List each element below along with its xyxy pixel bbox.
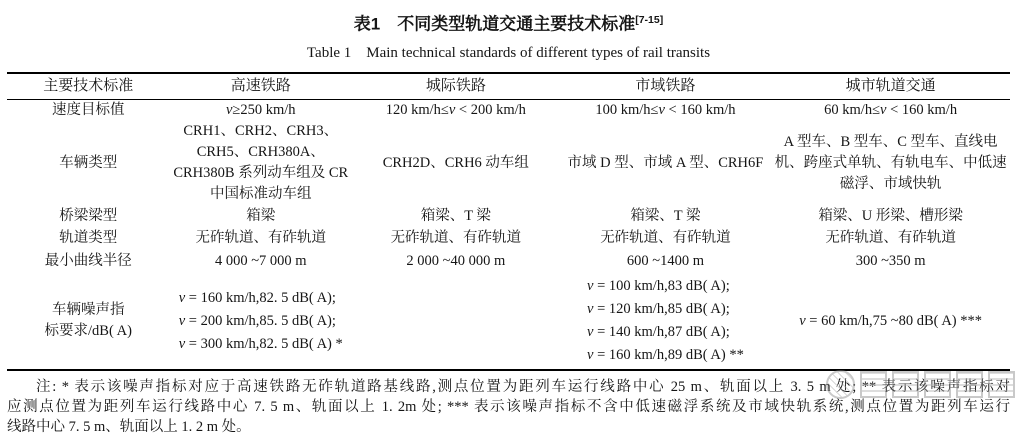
row-label-min-curve-radius: 最小曲线半径 (44, 252, 132, 269)
row-vehicle-noise (7, 273, 1010, 370)
header-suburban-rail: 市域铁路 (560, 73, 772, 100)
noise-line: v = 60 km/h,75 ~80 dB( A) *** (799, 312, 983, 329)
noise-line: v = 300 km/h,82. 5 dB( A) * (178, 335, 343, 352)
footnote-line-3: 线路中心 7. 5 m、轨面以上 1. 2 m 处。 (7, 419, 251, 436)
cell-noise-intercity-empty (352, 273, 560, 370)
row-min-curve-radius (7, 249, 1010, 273)
row-label-vehicle-type: 车辆类型 (59, 154, 118, 171)
header-highspeed-rail: 高速铁路 (169, 73, 352, 100)
table-title-en: Table 1 Main technical standards of different types of rail transits (306, 44, 711, 61)
cell-radius-intercity: 2 000 ~40 000 m (406, 252, 506, 269)
cell-speed-suburban: 100 km/h≤v < 160 km/h (595, 101, 736, 118)
noise-line: v = 200 km/h,85. 5 dB( A); (178, 312, 336, 329)
noise-line: v = 120 km/h,85 dB( A); (587, 301, 730, 318)
table-title-zh (0, 8, 1017, 37)
cell-noise-highspeed (169, 273, 352, 370)
table-title-zh-text: 表1 不同类型轨道交通主要技术标准 (353, 14, 636, 34)
row-speed-target (7, 99, 1010, 121)
noise-label-line2: 标要求/dB( A) (44, 323, 132, 340)
cell-vehicle-highspeed: CRH1、CRH2、CRH3、CRH5、CRH380A、CRH380B 系列动车组及 CR 中国标准动车组 (173, 123, 349, 203)
footnote-line-1: 注: * 表示该噪声指标对应于高速铁路无砟轨道路基线路,测点位置为距列车运行线路中心 25 m、轨面以上 3. 5 m 处; ** 表示该噪声指标对 (36, 379, 1010, 396)
row-label-track-type: 轨道类型 (59, 229, 118, 246)
title-reference-superscript: [7-15] (635, 14, 664, 26)
row-vehicle-type (7, 121, 1010, 205)
header-urban-rail-transit: 城市轨道交通 (771, 73, 1010, 100)
cell-noise-suburban (560, 273, 772, 370)
noise-line: v = 100 km/h,83 dB( A); (587, 278, 730, 295)
noise-line: v = 160 km/h,89 dB( A) ** (587, 347, 744, 364)
row-label-vehicle-noise (7, 273, 169, 370)
cell-bridge-urban: 箱梁、U 形梁、槽形梁 (818, 207, 963, 224)
cell-bridge-suburban: 箱梁、T 梁 (630, 207, 701, 224)
cell-speed-urban: 60 km/h≤v < 160 km/h (824, 101, 958, 118)
paper-table-figure (0, 8, 1017, 437)
cell-track-highspeed: 无砟轨道、有砟轨道 (195, 229, 326, 246)
header-intercity-rail: 城际铁路 (352, 73, 560, 100)
header-standard: 主要技术标准 (7, 73, 169, 100)
header-row (7, 73, 1010, 100)
noise-line: v = 160 km/h,82. 5 dB( A); (178, 289, 336, 306)
cell-vehicle-urban: A 型车、B 型车、C 型车、直线电机、跨座式单轨、有轨电车、中低速磁浮、市域快轨 (774, 133, 1007, 192)
cell-radius-suburban: 600 ~1400 m (626, 252, 704, 269)
cell-bridge-highspeed: 箱梁 (246, 207, 276, 224)
row-track-type (7, 227, 1010, 249)
standards-table (7, 72, 1010, 372)
row-label-bridge-girder-type: 桥梁梁型 (59, 207, 118, 224)
row-bridge-girder-type (7, 205, 1010, 227)
cell-track-intercity: 无砟轨道、有砟轨道 (390, 229, 522, 246)
cell-vehicle-suburban: 市域 D 型、市域 A 型、CRH6F (567, 154, 764, 171)
cell-vehicle-intercity: CRH2D、CRH6 动车组 (382, 154, 529, 171)
cell-radius-highspeed: 4 000 ~7 000 m (214, 252, 307, 269)
noise-line: v = 140 km/h,87 dB( A); (587, 324, 730, 341)
cell-track-urban: 无砟轨道、有砟轨道 (825, 229, 956, 246)
noise-suburban-stack (587, 275, 744, 367)
noise-highspeed-stack (179, 287, 343, 356)
table-footnote (7, 377, 1010, 437)
cell-radius-urban: 300 ~350 m (855, 252, 926, 269)
cell-speed-highspeed: v≥250 km/h (225, 101, 296, 118)
cell-bridge-intercity: 箱梁、T 梁 (420, 207, 491, 224)
cell-track-suburban: 无砟轨道、有砟轨道 (600, 229, 731, 246)
cell-noise-urban (771, 273, 1010, 370)
noise-label-line1: 车辆噪声指 (51, 302, 125, 319)
row-label-speed-target: 速度目标值 (51, 101, 125, 118)
footnote-line-2: 应测点位置为距列车运行线路中心 7. 5 m、轨面以上 1. 2m 处; *** 表示该噪声指标不含中低速磁浮系统及市域快轨系统,测点位置为距列车运行 (7, 399, 1010, 416)
cell-speed-intercity: 120 km/h≤v < 200 km/h (385, 101, 526, 118)
